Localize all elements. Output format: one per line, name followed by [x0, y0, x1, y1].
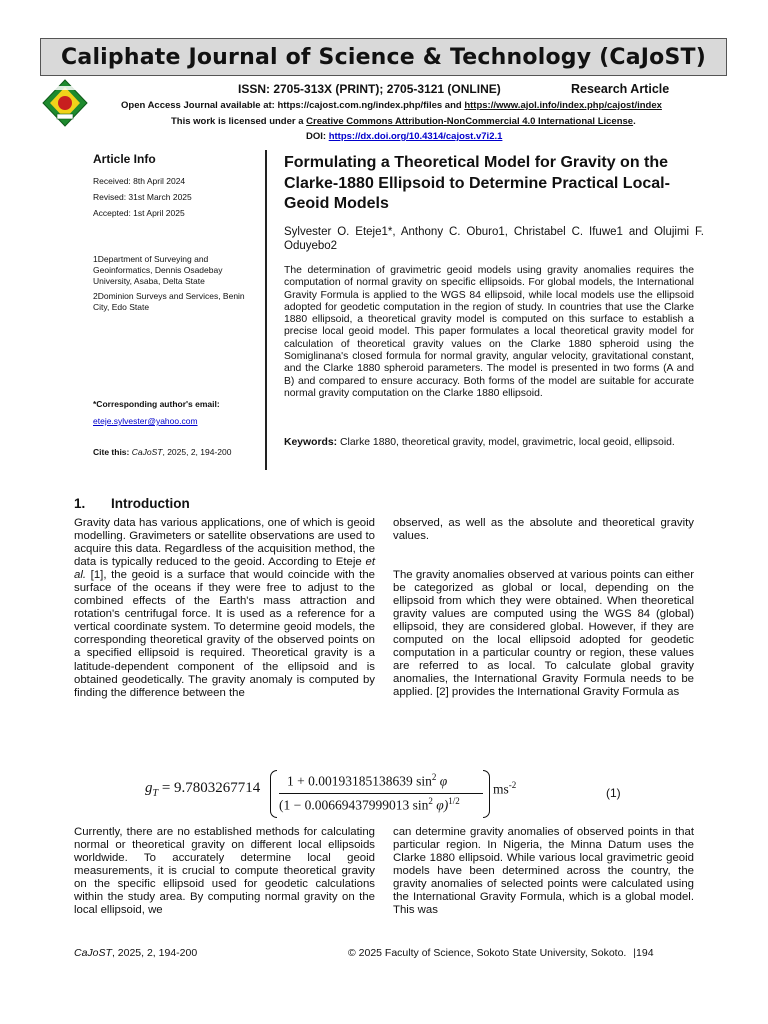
eq-lhs: g: [145, 780, 153, 796]
eq-numerator-text: 1 + 0.00193185138639 sin: [287, 773, 432, 789]
eq-unit: [493, 780, 516, 798]
doi-link[interactable]: https://dx.doi.org/10.4314/cajost.v7i2.1: [328, 131, 503, 142]
cite-label: Cite this:: [93, 447, 130, 457]
article-info-heading: Article Info: [93, 152, 156, 166]
article-info-column: [93, 152, 258, 458]
journal-banner: [40, 38, 727, 76]
cite-rest: , 2025, 2, 194-200: [162, 447, 232, 457]
intro-paragraph-1: [74, 517, 375, 700]
author-list: Sylvester O. Eteje1*, Anthony C. Oburo1, Christabel C. Ifuwe1 and Olujimi F. Oduyebo2: [284, 226, 704, 252]
keywords-label: Keywords:: [284, 437, 338, 448]
eq-numerator-var: φ: [436, 773, 448, 789]
issn-line: ISSN: 2705-313X (PRINT); 2705-3121 (ONLINE): [238, 82, 501, 96]
eq-fraction-bar: [279, 793, 483, 794]
paragraph-text: [1], the geoid is a surface that would coincide with the surface of the oceans if they were free to adjust to the combined effects of the Earth's mass attraction and rotation's centrifugal force. It is used as a reference for a vertical coordinate system. To determine geoid models, the corresponding theoretical gravity of the observed points on a specified ellipsoid is required. Theoretical gravity is a latitude-dependent component of the ellipsoid and is obtained geodetically. The gravity anomaly is computed by finding the difference between the: [74, 569, 375, 699]
ajol-link[interactable]: https://www.ajol.info/index.php/cajost/index: [464, 100, 662, 111]
received-date: Received: 8th April 2024: [93, 176, 186, 186]
equation-number: (1): [606, 786, 621, 800]
open-access-line: [121, 100, 662, 111]
keywords: [284, 437, 694, 450]
article-type-label: Research Article: [571, 82, 670, 96]
revised-date: Revised: 31st March 2025: [93, 192, 192, 202]
article-title: Formulating a Theoretical Model for Gravity on the Clarke-1880 Ellipsoid to Determine Practical Local-Geoid Models: [284, 154, 670, 212]
eq-lhs-sub: T: [152, 788, 159, 799]
copyright-text: © 2025 Faculty of Science, Sokoto State University, Sokoto.: [348, 947, 627, 959]
eq-denominator-exp: 2: [428, 796, 433, 806]
eq-denominator-text: (1 − 0.00669437999013 sin: [279, 797, 429, 813]
cite-this: [93, 447, 258, 458]
eq-left-paren: [270, 770, 277, 818]
footer-citation: [74, 947, 197, 959]
page-number: 194: [636, 947, 654, 959]
eq-numerator: [287, 772, 447, 790]
et-al: et al.: [74, 556, 375, 582]
abstract: The determination of gravimetric geoid models using gravity anomalies requires the computation of normal gravity on specific ellipsoids. For global models, the International Gravity Formula is applied to the WGS 84 ellipsoid, while local models use the ellipsoid adopted for geodetic computation in the region of study. In countries that use the Clarke 1880 ellipsoid, a theoretical gravity model is computed on this surface to establish a precise local geoid model. This paper formulates a local theoretical gravity model for calculation of theoretical gravity values on the Clarke 1880 spheroid using the Somiglinana's closed formula for normal gravity, angular velocity, gravitational constant, and the Clarke 1880 spheroid parameters. The model is presented in two forms (A and B) and compared to ensure accuracy. Both forms of the model are suitable for accurate normal gravity computation on the Clarke 1880 ellipsoid.: [284, 265, 694, 399]
affiliation-1: 1Department of Surveying and Geoinformatics, Dennis Osadebay University, Asaba, Delta State: [93, 254, 223, 286]
eq-right-paren: [483, 770, 490, 818]
keywords-text: Clarke 1880, theoretical gravity, model, gravimetric, local geoid, ellipsoid.: [340, 437, 675, 448]
intro-paragraph-4: Currently, there are no established methods for calculating normal or theoretical gravity on different local ellipsoids worldwide. To accurately determine local geoid measurements, it is crucial to compute theoretical gravity on the specific ellipsoid used for geodetic calculations within the study area. By computing normal gravity on the local ellipsoid, we: [74, 826, 375, 917]
equation-international-gravity-formula: [145, 768, 625, 820]
license-prefix: This work is licensed under a: [171, 116, 304, 127]
column-divider: [265, 150, 267, 470]
intro-paragraph-5: can determine gravity anomalies of observed points in that particular region. In Nigeria, the Minna Datum uses the Clarke 1880 ellipsoid. While various local gravimetric geoid models have been determined across the country, the gravity anomalies of selected points were calculated using the International Gravity Formula, which is a global model. This was: [393, 826, 694, 917]
affiliation-2: 2Dominion Surveys and Services, Benin City, Edo State: [93, 291, 245, 312]
eq-denominator: [279, 796, 460, 814]
footer-journal: CaJoST: [74, 947, 112, 959]
eq-unit-exp: -2: [508, 780, 517, 790]
section-number: 1.: [74, 496, 86, 511]
intro-paragraph-3: The gravity anomalies observed at various points can either be categorized as global or local, depending on the ellipsoid from which they were obtained. When theoretical gravity values are computed using the WGS 84 (global) ellipsoid, they are considered global. However, if they are computed on the local ellipsoid adopted for geodetic computation in a particular country or region, these values are referred to as local. To calculate global gravity anomalies, the International Gravity Formula needs to be applied. [2] provides the International Gravity Formula as: [393, 569, 694, 699]
section-title: Introduction: [111, 496, 190, 511]
accepted-date: Accepted: 1st April 2025: [93, 208, 185, 218]
eq-denominator-var: φ): [432, 797, 449, 813]
license-line: [171, 116, 636, 127]
license-link[interactable]: Creative Commons Attribution-NonCommercial 4.0 International License: [306, 116, 634, 127]
eq-unit-text: ms: [493, 781, 509, 797]
intro-paragraph-2: observed, as well as the absolute and theoretical gravity values.: [393, 517, 694, 543]
doi-label: DOI:: [306, 131, 327, 142]
footer-copyright: © 2025 Faculty of Science, Sokoto State University, Sokoto. |194: [348, 947, 654, 959]
university-logo: [40, 78, 90, 128]
eq-coefficient: = 9.7803267714: [161, 780, 261, 796]
corresponding-email[interactable]: eteje.sylvester@yahoo.com: [93, 416, 198, 426]
footer-citation-text: , 2025, 2, 194-200: [111, 947, 198, 959]
eq-numerator-exp: 2: [431, 772, 437, 782]
corresponding-label: *Corresponding author's email:: [93, 399, 220, 409]
open-access-prefix: Open Access Journal available at: https://cajost.com.ng/index.php/files and: [121, 100, 462, 111]
cite-journal: CaJoST: [131, 447, 163, 457]
eq-denominator-pow: 1/2: [448, 796, 460, 806]
paragraph-text: Gravity data has various applications, one of which is geoid modelling. Gravimeters or satellite observations are used to acquire this data. Regardless of the acquisition method, the data is typically reduced to the geoid. According to Eteje: [74, 517, 375, 569]
section-heading-introduction: [74, 496, 190, 511]
license-suffix: .: [633, 116, 636, 127]
journal-title: Caliphate Journal of Science & Technology (CaJoST): [61, 44, 706, 70]
doi-line: [306, 131, 502, 142]
